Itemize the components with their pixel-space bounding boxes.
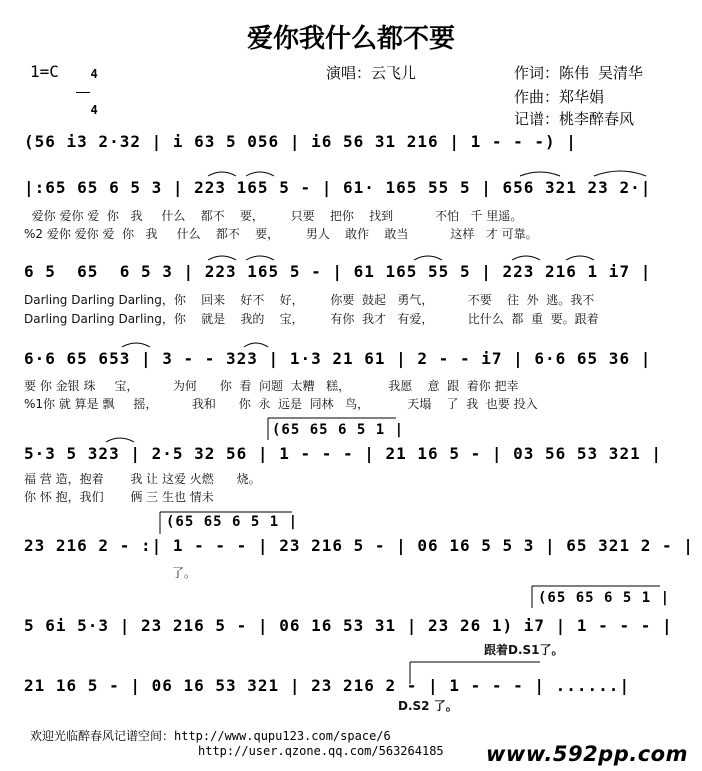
score-system-4-lyrics-1: 要 你 金银 珠 宝， 为何 你 看 问题 太糟 糕， 我愿 意 跟 着你 把幸: [24, 379, 519, 393]
score-system-7-volta-bracket: (65 65 6 5 1 |: [538, 590, 671, 606]
tie-6: [246, 256, 274, 260]
score-system-2-lyrics-1: 爱你 爱你 爱 你 我 什么 都不 要， 只要 把你 找到 不怕 千 里遥。: [24, 209, 523, 223]
tie-7: [414, 256, 442, 260]
score-system-3-notes: 6 5 65 6 5 3 | 223 165 5 - | 61 165 55 5 | 223 216 1 i7 |: [24, 262, 652, 281]
tie-8: [512, 256, 540, 260]
tie-1: [208, 172, 236, 176]
tie-11: [244, 343, 268, 347]
score-system-6-notes: 23 216 2 - :| 1 - - - | 23 216 5 - | 06 16 5 5 3 | 65 321 2 - |: [24, 536, 694, 555]
score-system-2-notes: |:65 65 6 5 3 | 223 165 5 - | 61· 165 55 5 | 656 321 23 2·|: [24, 178, 652, 197]
lyricist-credit: 作词：陈伟 吴清华: [514, 64, 644, 82]
transcriber-credit: 记谱：桃李醉春风: [514, 110, 635, 128]
score-system-3-lyrics-1: Darling Darling Darling，你 回来 好不 好， 你要 鼓起 勇气， 不要 往 外 逃。我不: [24, 293, 595, 307]
tie-3: [520, 172, 560, 176]
footer-line-1: 欢迎光临醉春风记谱空间：http://www.qupu123.com/space/6: [30, 729, 391, 743]
song-title: 爱你我什么都不要: [246, 24, 455, 54]
site-logo: www.592pp.com: [486, 742, 688, 766]
score-system-5-volta-bracket: (65 65 6 5 1 |: [272, 422, 405, 438]
tie-9: [566, 256, 594, 260]
score-system-6-lyrics-1: 了。: [172, 566, 197, 580]
score-system-8-notes: 21 16 5 - | 06 16 53 321 | 23 216 2 - | 1 - - - | ......|: [24, 676, 631, 695]
tie-12: [106, 438, 134, 442]
score-system-4-lyrics-2: %1你 就 算是 飘 摇， 我和 你 永 远是 同林 鸟， 天塌 了 我 也要 投入: [24, 397, 538, 411]
singer-credit: 演唱：云飞儿: [326, 64, 417, 82]
score-system-7-notes: 5 6i 5·3 | 23 216 5 - | 06 16 53 31 | 23 26 1) i7 | 1 - - - |: [24, 616, 673, 635]
time-signature-bottom: 4: [90, 103, 98, 117]
composer-credit: 作曲：郑华娟: [514, 88, 605, 106]
score-system-5-lyrics-2: 你 怀 抱，我们 俩 三 生也 情未: [24, 490, 214, 504]
time-signature-top: 4: [90, 67, 98, 81]
tie-10: [122, 343, 150, 347]
score-system-2-lyrics-2: %2 爱你 爱你 爱 你 我 什么 都不 要， 男人 敢作 敢当 这样 才 可靠。: [24, 227, 538, 241]
score-system-3-lyrics-2: Darling Darling Darling，你 就是 我的 宝， 有你 我才 有爱， 比什么 都 重 要。跟着: [24, 312, 599, 326]
score-system-8-lyrics-1: D.S2 了。: [398, 699, 458, 713]
tie-4: [594, 171, 646, 176]
key-signature: 1=C: [30, 62, 59, 81]
score-system-1-notes: (56 i3 2·32 | i 63 5 056 | i6 56 31 216 | 1 - - -) |: [24, 132, 577, 151]
score-system-6-volta-bracket: (65 65 6 5 1 |: [166, 514, 299, 530]
footer-line-2: http://user.qzone.qq.com/563264185: [198, 744, 444, 758]
score-system-7-lyrics-1: 跟着D.S1了。: [484, 643, 564, 657]
score-system-4-notes: 6·6 65 653 | 3 - - 323 | 1·3 21 61 | 2 - - i7 | 6·6 65 36 |: [24, 349, 652, 368]
score-system-5-lyrics-1: 福 营 造，抱着 我 让 这爱 火燃 烧。: [24, 472, 261, 486]
tie-2: [246, 172, 274, 176]
tie-5: [208, 256, 236, 260]
score-system-5-notes: 5·3 5 323 | 2·5 32 56 | 1 - - - | 21 16 5 - | 03 56 53 321 |: [24, 444, 662, 463]
